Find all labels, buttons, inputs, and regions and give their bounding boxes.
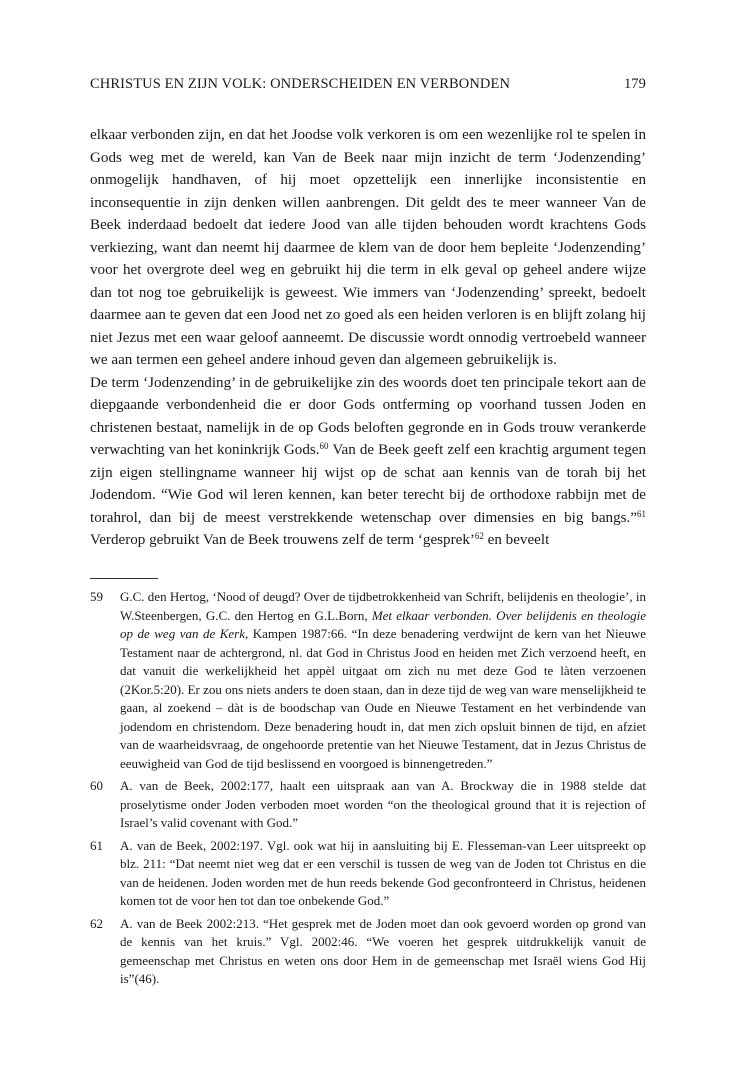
footnote-text: A. van de Beek, 2002:177, haalt een uitspraak aan van A. Brockway die in 1988 stelde dat proselytisme onder Joden verboden moet worden “on the theological ground that it is rejection of Israel’s valid covenant with God.” — [120, 778, 646, 830]
footnote-text: A. van de Beek, 2002:197. Vgl. ook wat hij in aansluiting bij E. Flesseman-van Leer uitspreekt op blz. 211: “Dat neemt niet weg dat er een verschil is tussen de weg van de Joden tot Christus en die van de heidenen. Joden worden met de hun reeds bekende God geconfronteerd in Christus, heidenen komen tot de voor hen tot dan toe onbekende God.” — [120, 837, 646, 908]
page-number: 179 — [623, 76, 646, 92]
paragraph-2-part-d: en beveelt — [483, 532, 550, 548]
footnote-59 — [90, 588, 646, 773]
footnote-number: 61 — [90, 837, 103, 853]
footnote-60 — [90, 777, 646, 833]
body-text — [90, 124, 646, 552]
footnotes — [90, 588, 646, 993]
footnote-number: 59 — [90, 589, 103, 604]
footnote-number: 62 — [90, 915, 103, 931]
footnote-number: 60 — [90, 778, 103, 793]
paragraph-2-part-b: Van de Beek geeft zelf een krachtig argument tegen zijn eigen stellingname wanneer hij wijst op de schat aan kennis van de torah bij het Jodendom. “Wie God wil leren kennen, kan beter terecht bij de orthodoxe rabbijn met de torahrol, dan bij de meest verstrekkende wetenschap over dimensies en big bangs.” — [90, 442, 646, 526]
footnote-ref-60: 60 — [319, 441, 329, 451]
paragraph-2 — [90, 372, 646, 552]
footnote-62 — [90, 915, 646, 989]
footnote-text: A. van de Beek 2002:213. “Het gesprek met de Joden moet dan ook gevoerd worden op grond van de kennis van het kruis.” Vgl. 2002:46. “We voeren het gesprek uitdrukkelijk vanuit de gemeenschap met Christus en weten ons door Hem in de gemeenschap met Israël wiens God Hij is”(46). — [120, 915, 646, 986]
footnote-ref-62: 62 — [474, 531, 484, 541]
paragraph-1: elkaar verbonden zijn, en dat het Joodse volk verkoren is om een wezenlijke rol te spelen in Gods weg met de wereld, kan Van de Beek naar mijn inzicht de term ‘Jodenzending’ onmogelijk handhaven, of hij moet opzettelijk een innerlijke inconsistentie en inconsequentie in zijn denken willen aanbrengen. Dit geldt des te meer wanneer Van de Beek inderdaad bedoelt dat iedere Jood van alle tijden behouden wordt krachtens Gods verkiezing, want dan neemt hij daarmee de klem van de door hem bepleite ‘Jodenzending’ voor het overgrote deel weg en gebruikt hij die term in elk geval op geheel andere wijze dan tot nog toe gebruikelijk is geweest. Wie immers van ‘Jodenzending’ spreekt, bedoelt daarmee aan te geven dat een Jood net zo goed als een heiden verloren is en blijft zolang hij niet Jezus met een waar geloof aanneemt. De discussie wordt onnodig vertroebeld wanneer we aan termen een geheel andere inhoud geven dan algemeen gebruikelijk is. — [90, 127, 646, 368]
paragraph-2-part-c: Verderop gebruikt Van de Beek trouwens zelf de term ‘gesprek’ — [90, 532, 475, 548]
footnote-text: G.C. den Hertog, ‘Nood of deugd? Over de tijdbetrokkenheid van Schrift, belijdenis en theologie’, in W.Steenbergen, G.C. den Hertog en G.L.Born, — [120, 589, 647, 623]
footnote-text: Kampen 1987:66. “In deze benadering verdwijnt de kern van het Nieuwe Testament naar de achtergrond, nl. dat God in Christus Jood en heiden met Zich verzoend heeft, en dat vanuit die werkelijkheid het appèl uitgaat om zich nu met deze God te làten verzoenen (2Kor.5:20). Er zou ons niets anders te doen staan, dan in deze tijd de weg van ware menselijkheid te gaan, al zoekend – dàt is de boodschap van Oude en Nieuwe Testament en het verbindende van jodendom en christendom. Deze benadering houdt in, dat men zich opsluit binnen de tijd, en afziet van de waarheidsvraag, de ongehoorde pretentie van het Nieuwe Testament, dat in Jezus Christus de eeuwigheid van God de tijd beslissend en voorgoed is binnengetreden.” — [120, 626, 646, 771]
footnote-title-italic: Met elkaar verbonden. Over belijdenis en theologie op de weg van de Kerk, — [120, 607, 646, 641]
footnote-ref-61: 61 — [637, 508, 646, 519]
footnote-separator — [90, 578, 158, 579]
paragraph-2-part-a: De term ‘Jodenzending’ in de gebruikelijke zin des woords doet ten principale tekort aan de diepgaande verbondenheid die er door Gods ontferming op voorhand tussen Joden en christenen bestaat, namelijk in de op Gods beloften gegronde en in Gods trouw verankerde verwachting van het koninkrijk Gods. — [90, 374, 646, 458]
running-head-title: CHRISTUS EN ZIJN VOLK: ONDERSCHEIDEN EN VERBONDEN — [90, 76, 511, 92]
footnote-61 — [90, 837, 646, 911]
running-head — [90, 76, 646, 96]
